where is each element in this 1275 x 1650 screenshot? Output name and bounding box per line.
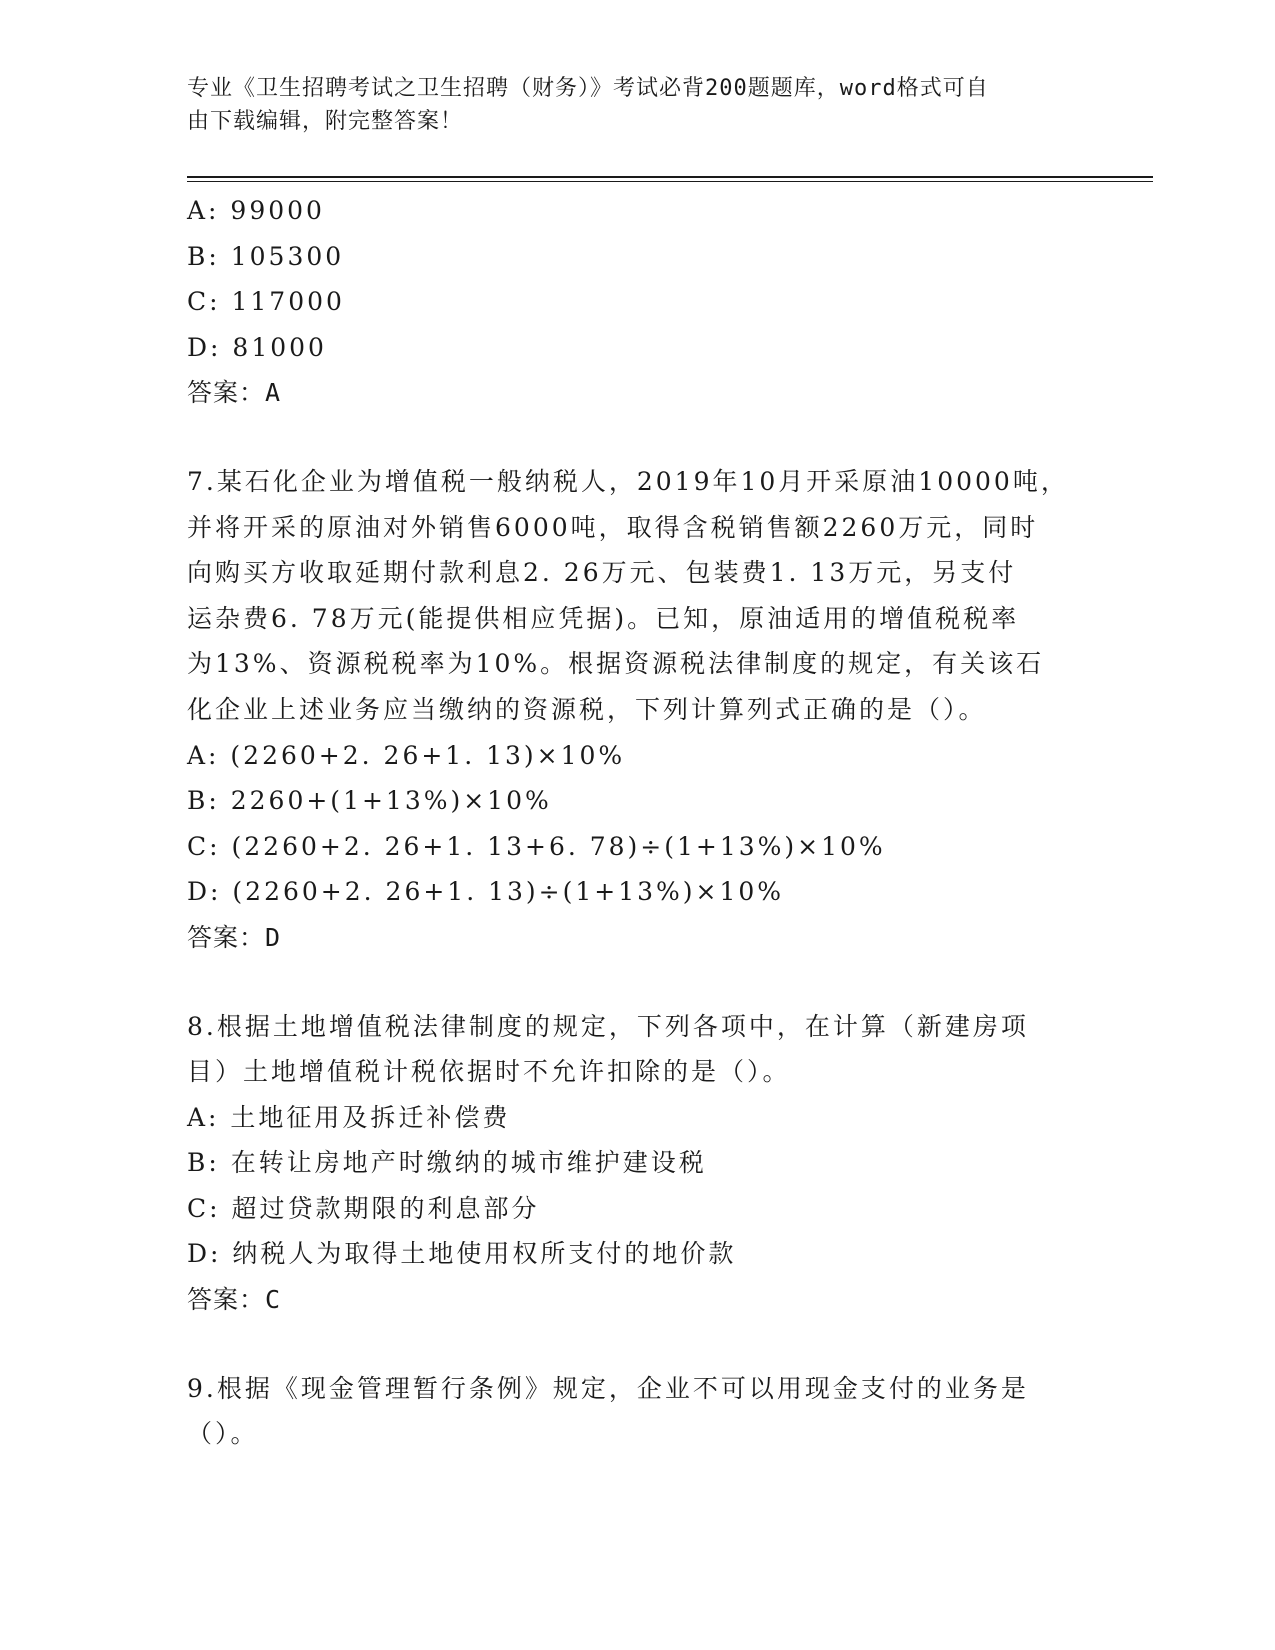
option-d: D: (2260+2. 26+1. 13)÷(1+13%)×10% <box>187 877 785 907</box>
question-text-line: 为13%、资源税税率为10%。根据资源税法律制度的规定，有关该石 <box>187 649 1045 679</box>
option-c: C: 超过贷款期限的利息部分 <box>187 1193 540 1223</box>
question-text-line: 9.根据《现金管理暂行条例》规定，企业不可以用现金支付的业务是 <box>187 1373 1029 1403</box>
spacer <box>187 1323 1087 1366</box>
option-b: B: 2260+(1+13%)×10% <box>187 786 552 816</box>
question-text-line: 8.根据土地增值税法律制度的规定，下列各项中，在计算（新建房项 <box>187 1011 1029 1041</box>
question-7 <box>187 459 1087 961</box>
question-text-line: 运杂费6. 78万元(能提供相应凭据)。已知，原油适用的增值税税率 <box>187 603 1020 633</box>
question-list <box>187 188 1087 1457</box>
header-line-1: 专业《卫生招聘考试之卫生招聘（财务）》考试必背200题题库，word格式可自 <box>187 76 989 101</box>
option-a: A: 99000 <box>187 196 325 225</box>
question-6 <box>187 188 1087 416</box>
question-text-line: 并将开采的原油对外销售6000吨，取得含税销售额2260万元，同时 <box>187 512 1039 542</box>
option-a: A: (2260+2. 26+1. 13)×10% <box>187 740 626 770</box>
answer-label: 答案：C <box>187 1285 282 1315</box>
option-d: D: 81000 <box>187 332 327 362</box>
question-8 <box>187 1004 1087 1323</box>
option-b: B: 105300 <box>187 241 345 271</box>
option-d: D: 纳税人为取得土地使用权所支付的地价款 <box>187 1239 737 1269</box>
question-text-line: 向购买方收取延期付款利息2. 26万元、包装费1. 13万元，另支付 <box>187 558 1017 588</box>
header-line-2: 由下载编辑，附完整答案！ <box>187 109 464 134</box>
question-text-line: （）。 <box>187 1419 259 1449</box>
option-a: A: 土地征用及拆迁补偿费 <box>187 1102 511 1132</box>
header-divider-thick <box>187 176 1153 178</box>
question-text-line: 7.某石化企业为增值税一般纳税人，2019年10月开采原油10000吨， <box>187 466 1069 496</box>
answer-label: 答案：D <box>187 922 282 952</box>
spacer <box>187 416 1087 459</box>
document-header <box>187 72 1067 138</box>
question-text-line: 目）土地增值税计税依据时不允许扣除的是（）。 <box>187 1057 791 1087</box>
question-9 <box>187 1366 1087 1457</box>
question-text-line: 化企业上述业务应当缴纳的资源税，下列计算列式正确的是（）。 <box>187 694 987 724</box>
option-c: C: 117000 <box>187 287 345 317</box>
option-b: B: 在转让房地产时缴纳的城市维护建设税 <box>187 1148 707 1178</box>
header-divider-thin <box>187 181 1153 182</box>
spacer <box>187 961 1087 1004</box>
option-c: C: (2260+2. 26+1. 13+6. 78)÷(1+13%)×10% <box>187 831 886 861</box>
answer-label: 答案：A <box>187 378 282 408</box>
